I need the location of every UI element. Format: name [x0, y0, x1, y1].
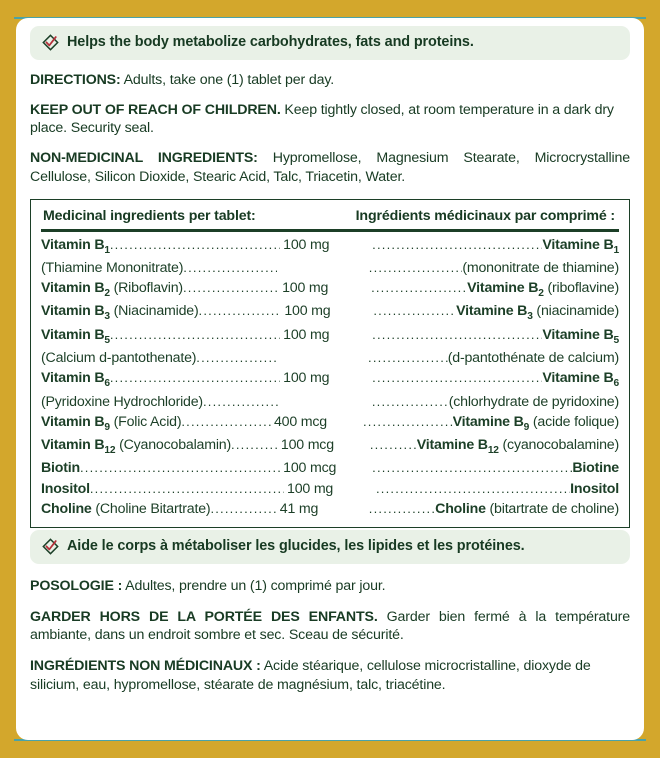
dot-leader	[368, 349, 448, 367]
dot-leader	[373, 302, 456, 320]
ingredient-name: Vitamin $B_2$	[41, 280, 110, 299]
ingredient-qualifier: (Pyridoxine Hydrochloride)	[41, 393, 203, 410]
keep-out-label: KEEP OUT OF REACH OF CHILDREN.	[30, 101, 281, 118]
non-medicinal-body: Hypromellose, Magnesium Stearate, Microcrystalline Cellulose, Silicon Dioxide, Stearic Acid, Talc, Triacetin, Water.	[30, 150, 630, 185]
table-header-french: Ingrédients médicinaux par comprimé :	[355, 207, 615, 224]
ingredient-cell-french	[570, 479, 619, 499]
ingredient-cell-french	[542, 325, 619, 348]
claim-text-english: Helps the body metabolize carbohydrates, fats and proteins.	[67, 34, 474, 51]
check-diamond-icon	[42, 34, 59, 51]
vitamin-subscript: 6	[613, 378, 619, 390]
ingredient-qualifier: (Thiamine Mononitrate)	[41, 260, 184, 276]
ingredient-cell-french	[467, 278, 619, 301]
ingredient-cell-english	[41, 412, 181, 435]
dot-leader	[372, 236, 542, 254]
ingredient-amount: 100 mg	[283, 326, 330, 343]
ingredient-qualifier: (Calcium d-pantothenate)	[41, 350, 197, 367]
ingredient-name: Vitamine $B_1$	[542, 236, 619, 256]
table-row	[41, 412, 619, 435]
ingredient-cell-french	[456, 301, 619, 324]
ingredient-name: Choline	[435, 500, 486, 517]
vitamin-subscript: 1	[613, 244, 619, 256]
table-row	[41, 368, 619, 391]
table-row	[41, 458, 619, 478]
ingredient-cell-english	[41, 435, 231, 458]
ingredient-qualifier: (riboflavine)	[543, 280, 619, 297]
check-diamond-icon	[42, 538, 59, 555]
ingredient-name: Vitamin $B_{12}$	[41, 437, 116, 456]
ingredient-name: Vitamine $B_6$	[542, 370, 619, 390]
dot-leader	[183, 279, 279, 297]
directions-paragraph	[30, 71, 630, 90]
vitamin-subscript: 1	[104, 244, 110, 256]
table-row	[41, 258, 619, 278]
ingredient-qualifier: (Niacinamide)	[109, 303, 199, 320]
table-header-english: Medicinal ingredients per tablet:	[43, 207, 256, 224]
non-medicinal-paragraph	[30, 149, 630, 186]
dot-leader	[371, 279, 467, 297]
ingredient-cell-french	[462, 258, 619, 278]
dot-leader	[90, 480, 284, 498]
non-medicinal-label: NON-MEDICINAL INGREDIENTS:	[30, 150, 258, 167]
ingredient-amount: 100 mg	[283, 236, 330, 253]
ingredient-cell-english	[41, 348, 196, 368]
ingredient-qualifier: (chlorhydrate de pyridoxine)	[448, 393, 619, 410]
keep-out-body: Keep tightly closed, at room temperature in a dark dry place. Security seal.	[30, 101, 614, 137]
table-body	[41, 235, 619, 519]
ingredient-name: Inositol	[41, 480, 90, 497]
dot-leader	[372, 369, 542, 387]
dot-leader	[376, 480, 570, 498]
dot-leader	[110, 369, 280, 387]
table-header-row	[41, 206, 619, 229]
ingredient-name: Vitamin $B_1$	[41, 236, 110, 256]
dot-leader	[110, 236, 280, 254]
dot-leader	[210, 500, 276, 518]
ingredient-cell-english	[41, 368, 110, 391]
directions-label: DIRECTIONS:	[30, 72, 121, 88]
keep-out-paragraph	[30, 101, 630, 138]
vitamin-subscript: 12	[104, 444, 116, 456]
ingredient-qualifier: (Cyanocobalamin)	[115, 437, 232, 454]
ingredient-cell-english	[41, 325, 110, 348]
ingredient-amount: 400 mcg	[273, 413, 327, 430]
ingredient-cell-english	[41, 258, 183, 278]
dot-leader	[80, 459, 280, 477]
ingredient-cell-french	[542, 235, 619, 258]
ingredient-qualifier: (d-pantothénate de calcium)	[447, 350, 619, 367]
ingredient-name: Choline	[41, 500, 92, 517]
ingredient-cell-french	[542, 368, 619, 391]
vitamin-subscript: 5	[104, 334, 110, 346]
ingredient-cell-french	[572, 458, 619, 478]
ingredient-amount: 100 mg	[287, 480, 334, 497]
table-row	[41, 301, 619, 324]
vitamin-subscript: 12	[487, 444, 499, 456]
ingredients-fr-paragraph	[30, 657, 630, 694]
vitamin-subscript: 9	[104, 421, 110, 433]
dot-leader	[199, 302, 282, 320]
bottom-spacer	[30, 695, 630, 734]
ingredient-name: Vitamine $B_5$	[542, 326, 619, 346]
ingredient-amount: 100 mcg	[283, 460, 337, 477]
dot-leader	[110, 326, 280, 344]
ingredient-cell-english	[41, 278, 183, 301]
ingredient-name: Vitamine $B_{12}$	[416, 437, 499, 456]
dot-leader	[372, 393, 449, 411]
dot-leader	[203, 393, 280, 411]
dot-leader	[372, 326, 542, 344]
dot-leader	[363, 413, 453, 431]
table-row	[41, 435, 619, 458]
label-card	[16, 18, 644, 740]
ingredient-cell-english	[41, 301, 199, 324]
ingredient-name: Vitamin $B_6$	[41, 370, 110, 390]
table-row	[41, 325, 619, 348]
ingredient-name: Vitamin $B_5$	[41, 326, 110, 346]
vitamin-subscript: 2	[538, 287, 544, 299]
dot-leader	[372, 459, 572, 477]
ingredient-qualifier: (Choline Bitartrate)	[91, 500, 211, 517]
vitamin-subscript: 5	[613, 334, 619, 346]
ingredient-name: Vitamine $B_2$	[467, 280, 544, 299]
vitamin-subscript: 9	[523, 421, 530, 433]
ingredient-qualifier: (acide folique)	[529, 413, 620, 430]
ingredient-amount: 100 mg	[283, 370, 330, 387]
ingredient-qualifier: (bitartrate de choline)	[485, 500, 619, 517]
table-row	[41, 235, 619, 258]
ingredient-cell-french	[417, 435, 619, 458]
garder-label: GARDER HORS DE LA PORTÉE DES ENFANTS.	[30, 608, 378, 625]
ingredient-cell-french	[448, 348, 619, 368]
ingredient-cell-french	[453, 412, 619, 435]
ingredient-qualifier: (mononitrate de thiamine)	[462, 260, 619, 276]
posologie-body: Adultes, prendre un (1) comprimé par jour.	[122, 577, 386, 594]
table-row	[41, 479, 619, 499]
ingredients-fr-body: Acide stéarique, cellulose microcristalline, dioxyde de silicium, eau, hypromellose, stéarate de magnésium, talc, triacétine.	[30, 658, 591, 693]
claim-banner-french	[30, 530, 630, 564]
vitamin-subscript: 3	[527, 311, 533, 323]
table-header-rule	[41, 229, 619, 232]
dot-leader	[369, 500, 435, 518]
ingredient-cell-english	[41, 499, 210, 519]
ingredient-cell-english	[41, 235, 110, 258]
ingredient-qualifier: (cyanocobalamine)	[498, 437, 619, 454]
ingredient-cell-english	[41, 458, 80, 478]
dot-leader	[231, 436, 278, 454]
claim-text-french: Aide le corps à métaboliser les glucides, les lipides et les protéines.	[67, 538, 525, 555]
table-row	[41, 392, 619, 412]
table-row	[41, 348, 619, 368]
ingredient-name: Inositol	[570, 480, 619, 497]
dot-leader	[370, 436, 417, 454]
ingredient-name: Vitamin $B_3$	[41, 303, 110, 323]
ingredient-amount: 100 mcg	[280, 437, 334, 454]
table-row	[41, 278, 619, 301]
ingredient-amount: 100 mg	[282, 280, 329, 297]
dot-leader	[196, 349, 276, 367]
dot-leader	[369, 259, 463, 277]
posologie-paragraph	[30, 577, 630, 596]
vitamin-subscript: 6	[104, 378, 110, 390]
ingredient-name: Vitamine $B_9$	[452, 413, 530, 433]
garder-paragraph	[30, 608, 630, 645]
ingredient-cell-french	[449, 392, 619, 412]
ingredient-amount: 100 mg	[284, 303, 331, 320]
dot-leader	[181, 413, 271, 431]
directions-body: Adults, take one (1) tablet per day.	[120, 72, 335, 88]
vitamin-subscript: 3	[104, 311, 110, 323]
ingredient-qualifier: (niacinamide)	[532, 303, 619, 320]
table-row	[41, 499, 619, 519]
ingredients-fr-label: INGRÉDIENTS NON MÉDICINAUX :	[30, 658, 261, 675]
ingredient-cell-english	[41, 479, 90, 499]
dot-leader	[183, 259, 277, 277]
vitamin-subscript: 2	[104, 287, 110, 299]
ingredient-amount: 41 mg	[279, 500, 319, 517]
posologie-label: POSOLOGIE :	[30, 577, 123, 594]
garder-body: Garder bien fermé à la température ambiante, dans un endroit sombre et sec. Sceau de sécurité.	[30, 608, 630, 644]
ingredient-qualifier: (Riboflavin)	[109, 280, 183, 297]
ingredient-cell-french	[435, 499, 619, 519]
ingredient-qualifier: (Folic Acid)	[109, 413, 182, 430]
medicinal-ingredients-table	[30, 199, 630, 528]
ingredient-name: Biotine	[572, 460, 619, 477]
ingredient-name: Biotin	[41, 460, 80, 477]
ingredient-cell-english	[41, 392, 203, 412]
claim-banner-english	[30, 26, 630, 60]
ingredient-name: Vitamin $B_9$	[41, 413, 110, 433]
ingredient-name: Vitamine $B_3$	[456, 303, 533, 323]
